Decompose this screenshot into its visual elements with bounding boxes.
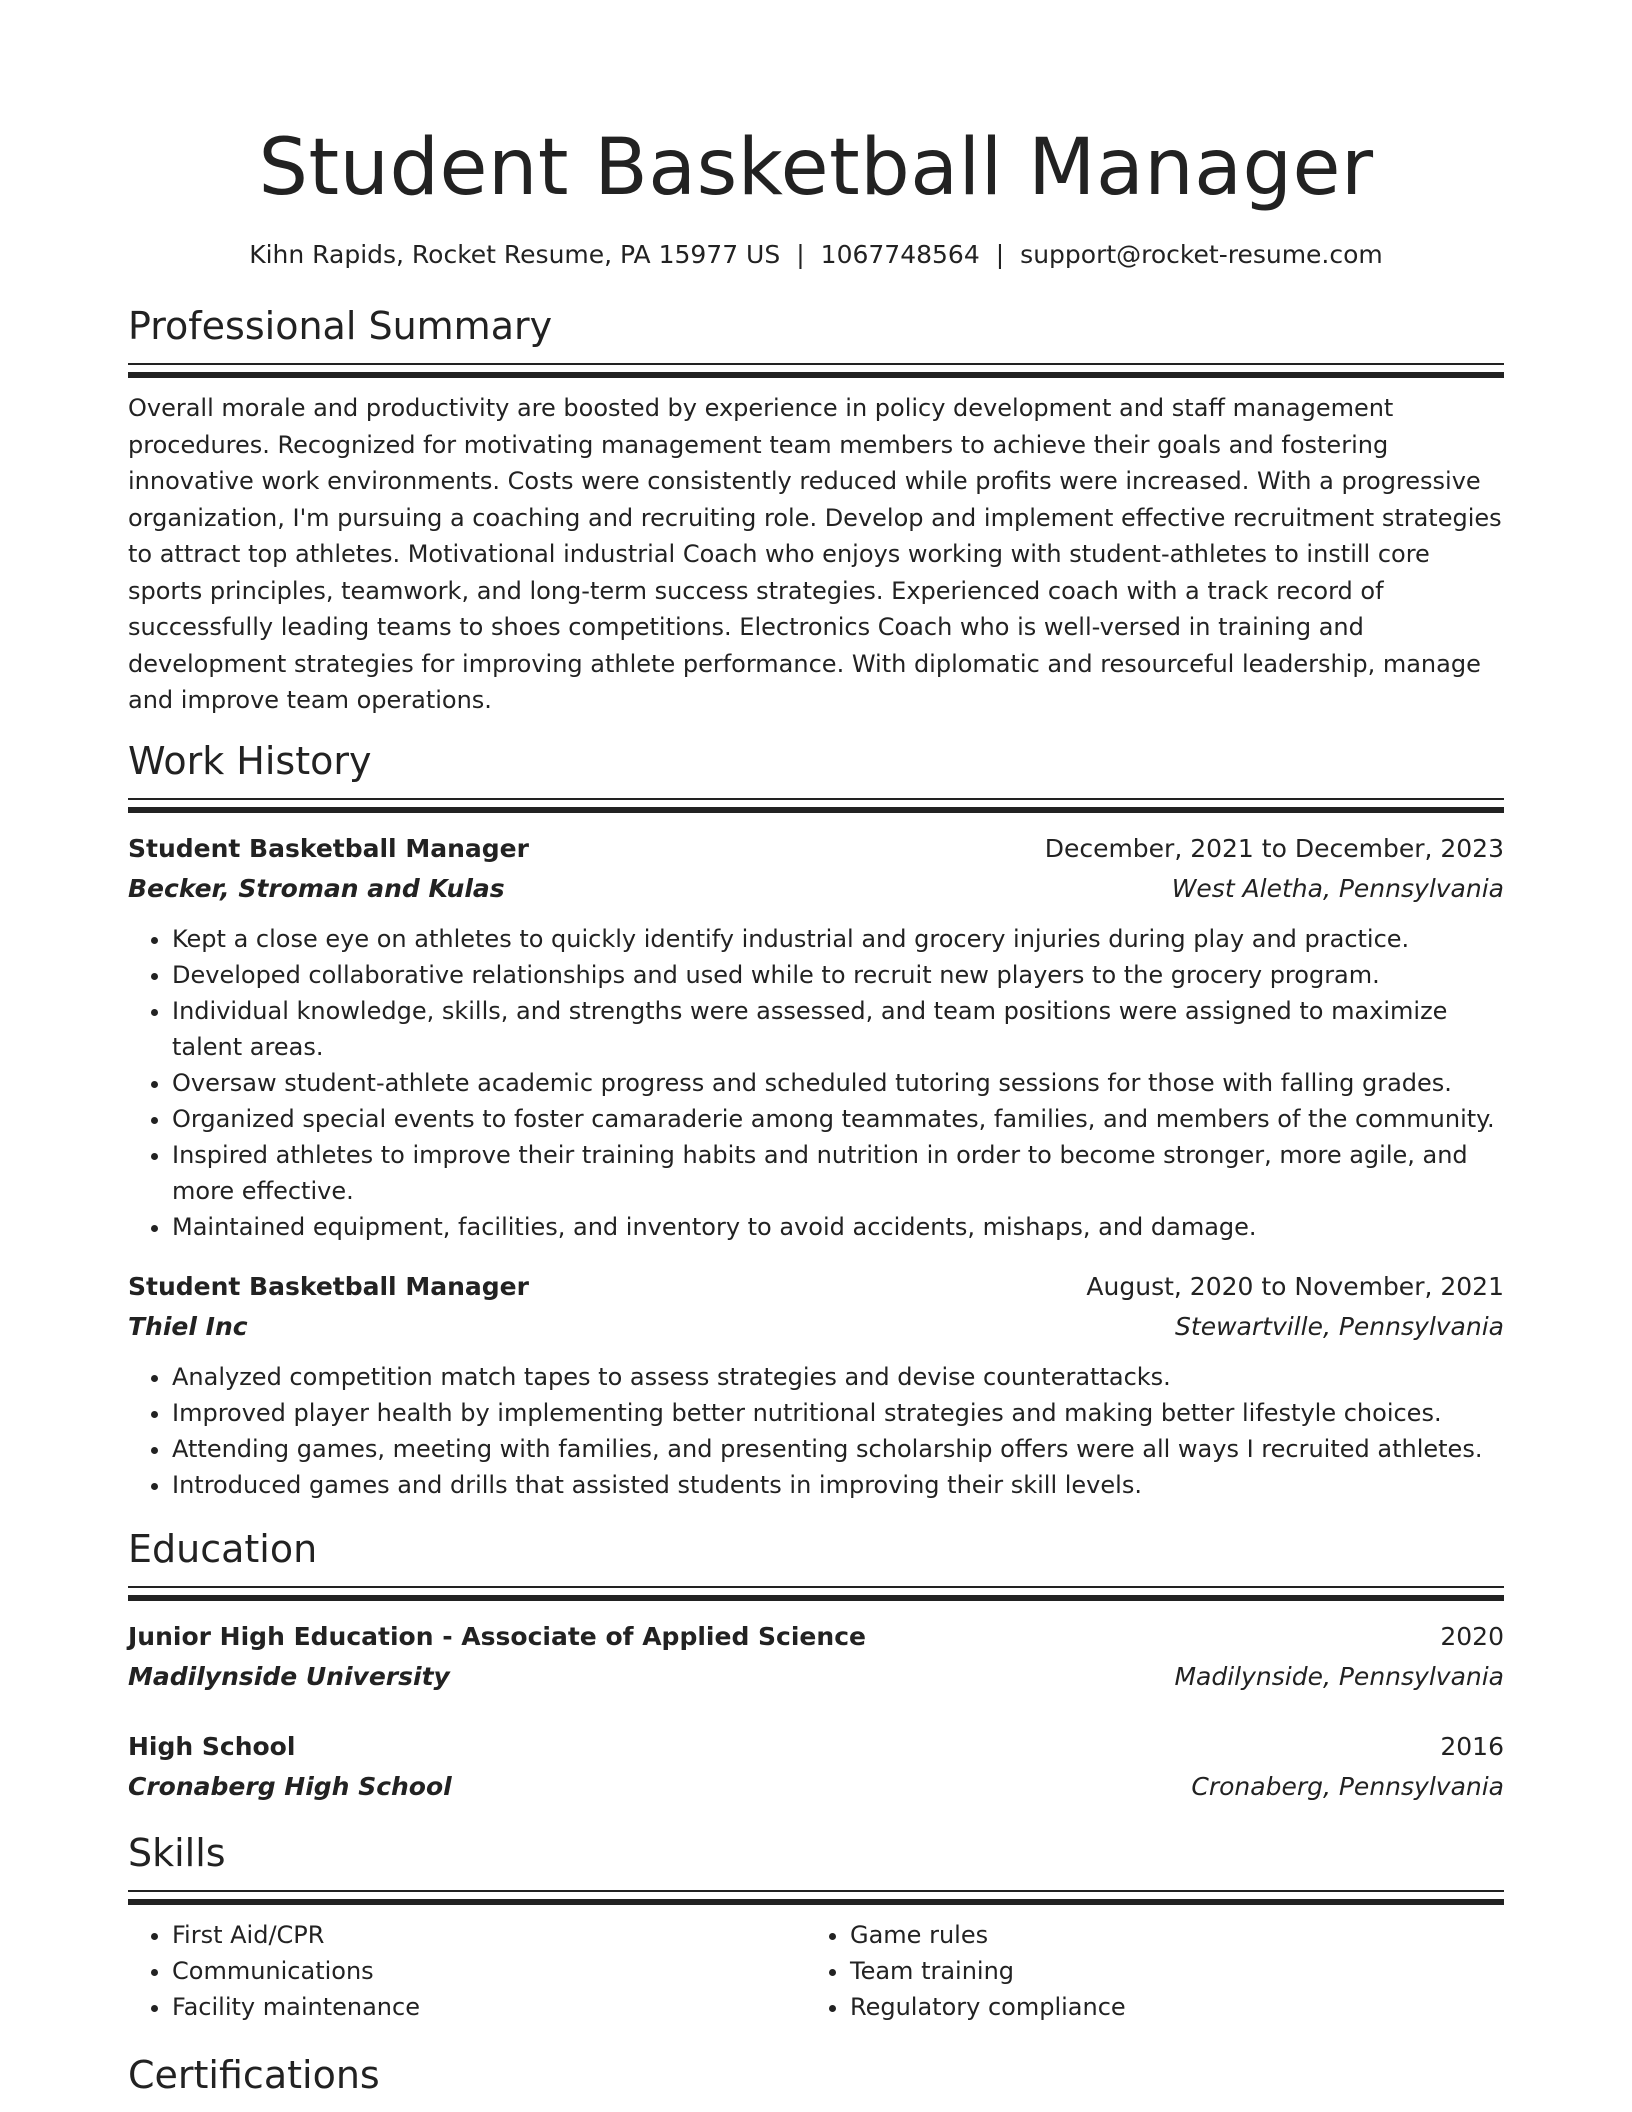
- education-degree: Junior High Education - Associate of Applied Science: [128, 1621, 866, 1651]
- job-bullets: [128, 1359, 1504, 1503]
- job-location: West Aletha, Pennsylvania: [1171, 873, 1504, 903]
- skills-section: [128, 1829, 1504, 2025]
- list-item: • Introduced games and drills that assisted students in improving their skill levels.: [172, 1467, 1504, 1503]
- skill-item: • First Aid/CPR: [172, 1917, 806, 1953]
- resume-name: Student Basketball Manager: [258, 123, 1374, 213]
- list-item: • Analyzed competition match tapes to assess strategies and devise counterattacks.: [172, 1359, 1504, 1395]
- contact-email: support@rocket-resume.com: [1020, 240, 1383, 269]
- education-location: Madilynside, Pennsylvania: [1174, 1661, 1504, 1691]
- section-title-certifications: Certifications: [128, 2052, 380, 2097]
- education-degree: High School: [128, 1731, 296, 1761]
- skills-grid: [128, 1917, 1504, 2025]
- job-location: Stewartville, Pennsylvania: [1175, 1311, 1504, 1341]
- skills-column-right: [806, 1917, 1484, 2025]
- certifications-section: [128, 2051, 1504, 2099]
- list-item: • Maintained equipment, facilities, and inventory to avoid accidents, mishaps, and damage.: [172, 1209, 1504, 1245]
- section-title-education: Education: [128, 1526, 318, 1571]
- list-item: • Organized special events to foster camaraderie among teammates, families, and members of the community.: [172, 1101, 1504, 1137]
- skill-item: • Game rules: [850, 1917, 1484, 1953]
- contact-separator: |: [796, 240, 805, 269]
- work-section: [128, 737, 1504, 1503]
- contact-separator: |: [995, 240, 1005, 269]
- list-item: • Kept a close eye on athletes to quickly identify industrial and grocery injuries during play and practice.: [172, 921, 1504, 957]
- list-item: • Attending games, meeting with families, and presenting scholarship offers were all ways I recruited athletes.: [172, 1431, 1504, 1467]
- job-entry: [128, 1267, 1504, 1503]
- list-item: • Individual knowledge, skills, and strengths were assessed, and team positions were assigned to maximize talent areas.: [172, 993, 1504, 1065]
- summary-section: [128, 302, 1504, 719]
- list-item: • Improved player health by implementing better nutritional strategies and making better lifestyle choices.: [172, 1395, 1504, 1431]
- contact-line: [128, 238, 1504, 272]
- education-school: Madilynside University: [128, 1661, 450, 1691]
- education-entry: [128, 1727, 1504, 1807]
- job-dates: December, 2021 to December, 2023: [1044, 833, 1504, 863]
- section-divider: [128, 1890, 1504, 1905]
- education-section: [128, 1525, 1504, 1807]
- job-entry: [128, 829, 1504, 1245]
- skill-item: • Communications: [172, 1953, 806, 1989]
- section-divider: [128, 798, 1504, 813]
- section-title-skills: Skills: [128, 1830, 226, 1875]
- contact-phone: 1067748564: [820, 240, 980, 269]
- skill-item: • Team training: [850, 1953, 1484, 1989]
- job-bullets: [128, 921, 1504, 1245]
- education-location: Cronaberg, Pennsylvania: [1191, 1771, 1504, 1801]
- section-divider: [128, 363, 1504, 378]
- skills-column-left: [128, 1917, 806, 2025]
- skill-item: • Regulatory compliance: [850, 1989, 1484, 2025]
- list-item: • Oversaw student-athlete academic progress and scheduled tutoring sessions for those with falling grades.: [172, 1065, 1504, 1101]
- education-entry: [128, 1617, 1504, 1697]
- education-year: 2020: [1440, 1621, 1504, 1651]
- section-title-summary: Professional Summary: [128, 304, 553, 348]
- skill-item: • Facility maintenance: [172, 1989, 806, 2025]
- job-company: Becker, Stroman and Kulas: [128, 873, 505, 903]
- contact-address: Kihn Rapids, Rocket Resume, PA 15977 US: [249, 240, 781, 269]
- job-company: Thiel Inc: [128, 1311, 248, 1341]
- summary-text: Overall morale and productivity are boosted by experience in policy development and staff management procedures. Recognized for motivating management team members to achieve their goals and fostering innovative work environments. Costs were consistently reduced while profits were increased. With a progressive organization, I'm pursuing a coaching and recruiting role. Develop and implement effective recruitment strategies to attract top athletes. Motivational industrial Coach who enjoys working with student-athletes to instill core sports principles, teamwork, and long-term success strategies. Experienced coach with a track record of successfully leading teams to shoes competitions. Electronics Coach who is well-versed in training and development strategies for improving athlete performance. With diplomatic and resourceful leadership, manage and improve team operations.: [128, 394, 1502, 714]
- list-item: • Developed collaborative relationships and used while to recruit new players to the grocery program.: [172, 957, 1504, 993]
- list-item: • Inspired athletes to improve their training habits and nutrition in order to become stronger, more agile, and more effective.: [172, 1137, 1504, 1209]
- job-title: Student Basketball Manager: [128, 833, 529, 863]
- section-divider: [128, 1586, 1504, 1601]
- education-year: 2016: [1440, 1731, 1504, 1761]
- education-school: Cronaberg High School: [128, 1771, 452, 1801]
- section-title-work: Work History: [128, 738, 372, 783]
- job-title: Student Basketball Manager: [128, 1271, 529, 1301]
- resume-page: [128, 0, 1504, 2099]
- job-dates: August, 2020 to November, 2021: [1086, 1271, 1504, 1301]
